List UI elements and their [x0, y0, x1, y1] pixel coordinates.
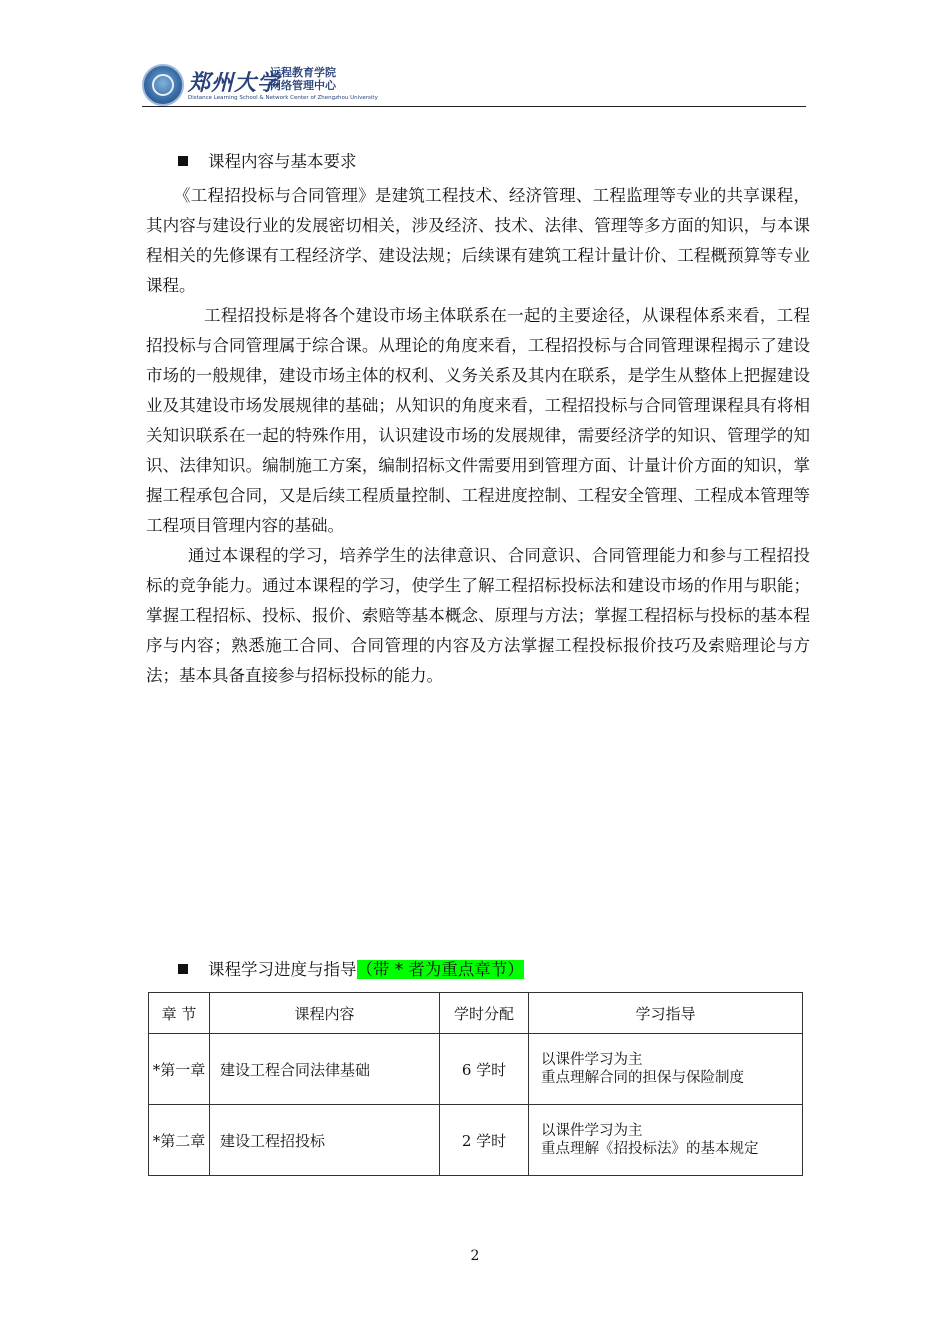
- page-header: [142, 62, 806, 108]
- school-english-name: Distance Learning School & Network Center of Zhengzhou University: [188, 95, 378, 101]
- content-cell: 建设工程合同法律基础: [210, 1034, 440, 1105]
- hours-cell: 6 学时: [440, 1034, 529, 1105]
- school-name-line1: 远程教育学院: [270, 66, 336, 79]
- guide-line: 以课件学习为主: [541, 1123, 643, 1139]
- square-bullet-icon: [178, 156, 188, 166]
- guide-line: 重点理解合同的担保与保险制度: [541, 1070, 744, 1086]
- page-number: 2: [470, 1248, 480, 1264]
- column-header: 课程内容: [210, 993, 440, 1034]
- paragraph: 工程招投标是将各个建设市场主体联系在一起的主要途径，从课程体系来看，工程招投标与合同管理属于综合课。从理论的角度来看，工程招投标与合同管理课程揭示了建设市场的一般规律，建设市场主体的权利、义务关系及其内在联系，是学生从整体上把握建设业及其建设市场发展规律的基础；从知识的角度来看，工程招投标与合同管理课程具有将相关知识联系在一起的特殊作用，认识建设市场的发展规律，需要经济学的知识、管理学的知识、法律知识。编制施工方案，编制招标文件需要用到管理方面、计量计价方面的知识，掌握工程承包合同，又是后续工程质量控制、工程进度控制、工程安全管理、工程成本管理等工程项目管理内容的基础。: [146, 306, 810, 535]
- column-header: 学时分配: [440, 993, 529, 1034]
- paragraph: 通过本课程的学习，培养学生的法律意识、合同意识、合同管理能力和参与工程招投标的竞争能力。通过本课程的学习，使学生了解工程招标投标法和建设市场的作用与职能； 掌握工程招标、投标、报价、索赔等基本概念、原理与方法；掌握工程招标与投标的基本程序与内容；熟悉施工合同、合同管理的内容及方法掌握工程投标报价技巧及索赔理论与方法；基本具备直接参与招标投标的能力。: [146, 546, 810, 685]
- section-heading-content: [178, 150, 357, 174]
- square-bullet-icon: [178, 964, 188, 974]
- guide-cell: [529, 1034, 803, 1105]
- university-name-logo: 郑州大学: [188, 70, 281, 96]
- guide-cell: [529, 1105, 803, 1176]
- chapter-cell: *第一章: [149, 1034, 210, 1105]
- column-header: 学习指导: [529, 993, 803, 1034]
- guide-line: 重点理解《招投标法》的基本规定: [541, 1141, 759, 1157]
- school-name: [270, 66, 336, 92]
- hours-cell: 2 学时: [440, 1105, 529, 1176]
- section-body: [146, 181, 810, 691]
- course-schedule-table: [148, 992, 803, 1176]
- paragraph: 《工程招投标与合同管理》是建筑工程技术、经济管理、工程监理等专业的共享课程，其内容与建设行业的发展密切相关，涉及经济、技术、法律、管理等多方面的知识，与本课程相关的先修课有工程经济学、建设法规；后续课有建筑工程计量计价、工程概预算等专业课程。: [146, 186, 810, 295]
- content-cell: 建设工程招投标: [210, 1105, 440, 1176]
- school-name-line2: 网络管理中心: [270, 79, 336, 92]
- chapter-cell: *第二章: [149, 1105, 210, 1176]
- section-heading-schedule: [178, 958, 524, 982]
- column-header: 章 节: [149, 993, 210, 1034]
- table-row: [149, 1105, 803, 1176]
- university-seal-logo: [142, 64, 184, 106]
- section-heading-text: 课程内容与基本要求: [208, 152, 357, 171]
- table-row: [149, 1034, 803, 1105]
- key-chapter-note: （带 * 者为重点章节）: [356, 960, 524, 979]
- table-header-row: [149, 993, 803, 1034]
- guide-line: 以课件学习为主: [541, 1052, 643, 1068]
- header-divider: [142, 106, 806, 107]
- section-heading-text: 课程学习进度与指导: [208, 960, 357, 979]
